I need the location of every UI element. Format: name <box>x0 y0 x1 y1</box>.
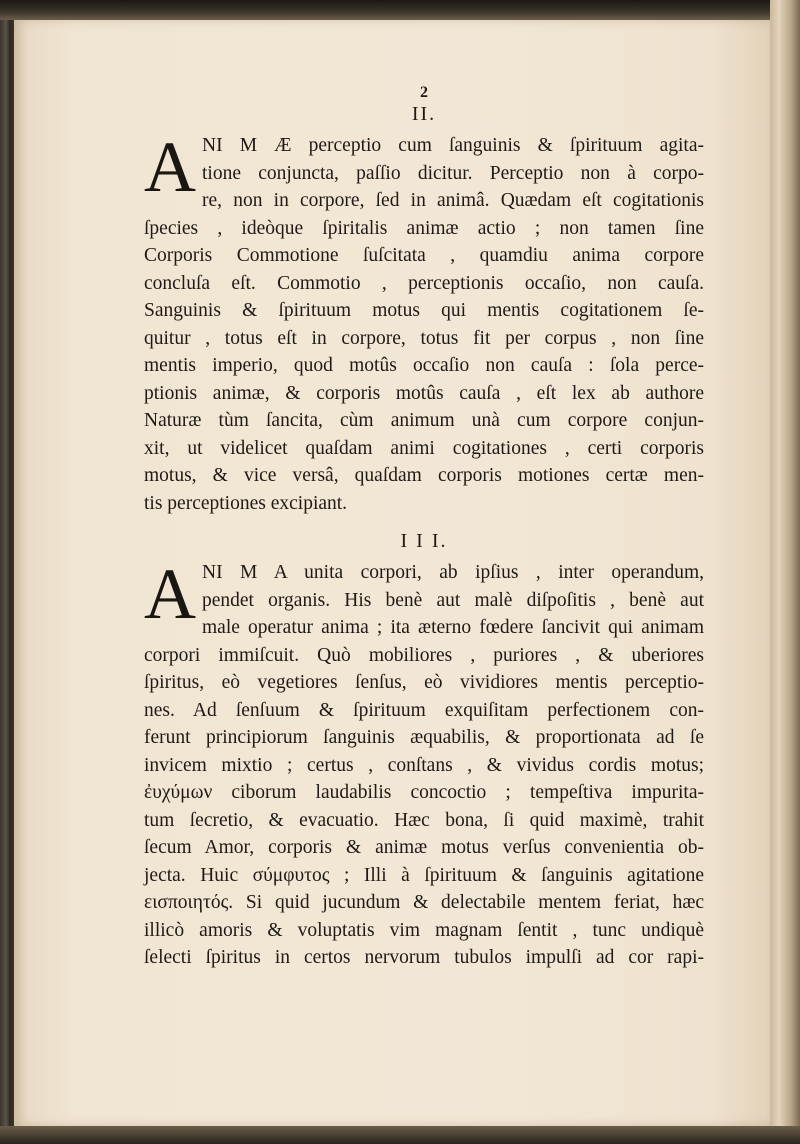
text-line: illicò amoris & voluptatis vim magnam ſentit , tunc undiquè <box>144 919 704 941</box>
text-line: ptionis animæ, & corporis motûs cauſa , eſt lex ab authore <box>144 382 704 404</box>
text-line: tione conjuncta, paſſio dicitur. Perceptio non à corpo- <box>202 162 704 184</box>
section-paragraph <box>144 127 704 517</box>
text-line: tum ſecretio, & evacuatio. Hæc bona, ſi quid maximè, trahit <box>144 809 704 831</box>
section-numeral: I I I. <box>400 530 448 552</box>
section-numeral: II. <box>411 103 437 125</box>
text-line: nes. Ad ſenſuum & ſpirituum exquiſitam perfectionem con- <box>144 699 704 721</box>
text-line: ſecum Amor, corporis & animæ motus verſus convenientia ob- <box>144 837 704 858</box>
text-line: xit, ut videlicet quaſdam animi cogitationes , certi corporis <box>144 437 704 459</box>
book-bottom-edge <box>0 1126 800 1144</box>
book-top-edge <box>0 0 800 20</box>
text-line: corpori immiſcuit. Quò mobiliores , puriores , & uberiores <box>144 644 704 666</box>
drop-cap: A <box>144 554 196 634</box>
text-line: quitur , totus eſt in corpore, totus fit per corpus , non ſine <box>144 327 704 349</box>
drop-cap: A <box>144 127 196 207</box>
text-line: tis perceptiones excipiant. <box>144 492 348 514</box>
text-line: ſelecti ſpiritus in certos nervorum tubulos impulſi ad cor rapi- <box>144 947 704 968</box>
text-line: male operatur anima ; ita æterno fœdere ſancivit qui animam <box>202 617 704 638</box>
text-line: mentis imperio, quod motûs occaſio non cauſa : ſola perce- <box>144 355 704 376</box>
section-gap <box>144 521 704 529</box>
text-line: ferunt principiorum ſanguinis æquabilis, & proportionata ad ſe <box>144 727 704 748</box>
text-line: NI M Æ perceptio cum ſanguinis & ſpirituum agita- <box>202 135 704 156</box>
text-line: Corporis Commotione ſuſcitata , quamdiu anima corpore <box>144 245 704 266</box>
text-line: motus, & vice versâ, quaſdam corporis motiones certæ men- <box>144 465 704 486</box>
text-line: ſpiritus, eò vegetiores ſenſus, eò vividiores mentis perceptio- <box>144 672 704 693</box>
text-line: Sanguinis & ſpirituum motus qui mentis cogitationem ſe- <box>144 300 704 321</box>
text-line: Naturæ tùm ſancita, cùm animum unà cum corpore conjun- <box>144 410 704 431</box>
text-line: re, non in corpore, ſed in animâ. Quædam eſt cogitationis <box>202 190 704 211</box>
section-paragraph <box>144 554 704 972</box>
text-line: jecta. Huic σύμφυτος ; Illi à ſpirituum & ſanguinis agitatione <box>144 864 704 886</box>
text-line: εισποιητός. Si quid jucundum & delectabile mentem feriat, hæc <box>144 892 704 913</box>
text-line: NI M A unita corpori, ab ipſius , inter operandum, <box>202 562 704 583</box>
book-fore-edge <box>770 0 800 1144</box>
text-line: invicem mixtio ; certus , conſtans , & vividus cordis motus; <box>144 754 704 776</box>
text-line: concluſa eſt. Commotio , perceptionis occaſio, non cauſa. <box>144 272 704 294</box>
page-number: 2 <box>420 84 428 101</box>
page-text-block <box>144 64 704 976</box>
text-line: ſpecies , ideòque ſpiritalis animæ actio ; non tamen ſine <box>144 217 704 239</box>
text-line: pendet organis. His benè aut malè diſpoſitis , benè aut <box>202 589 704 611</box>
text-line: ἐυχύμων ciborum laudabilis concoctio ; tempeſtiva impurita- <box>144 782 704 803</box>
